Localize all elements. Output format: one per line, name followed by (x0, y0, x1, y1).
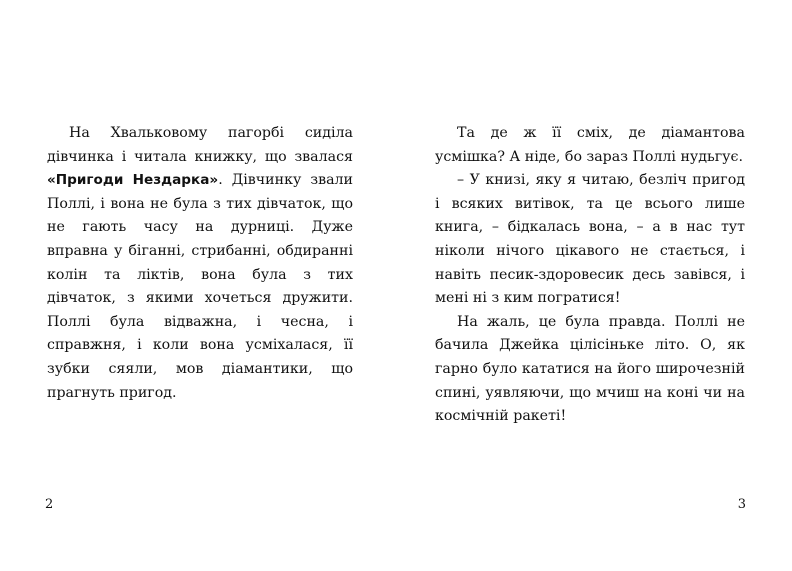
right-paragraph-3: На жаль, це була правда. Поллі не бачила Джейка цілісіньке літо. О, як гарно було кататися на його широчезній спині, уявляючи, що мчиш на коні чи на космічній ракеті! (435, 313, 745, 425)
page-number-right: 3 (737, 497, 746, 512)
book-title: «Пригоди Нездарка» (47, 172, 219, 189)
left-paragraph-1 (47, 122, 353, 405)
right-page-text (435, 122, 745, 429)
left-page-text (47, 122, 353, 405)
left-paragraph-1-part-2: . Дівчинку звали Поллі, і вона не була з тих дівчаток, що не гають часу на дурниці. Дуже вправна у біганні, стрибанні, обдиранні колін та ліктів, вона була з тих дівчаток, з якими хочеться дружити. Поллі була відважна, і чесна, і справжня, і коли вона усміхалася, її зубки сяяли, мов діамантики, що прагнуть пригод. (47, 172, 353, 401)
page-number-left: 2 (45, 497, 54, 512)
left-paragraph-1-part-1: На Хвальковому пагорбі сиділа дівчинка і читала книжку, що звалася (47, 125, 353, 165)
right-paragraph-1: Та де ж її сміх, де діамантова усмішка? А ніде, бо зараз Поллі нудьгує. (435, 125, 745, 165)
right-paragraph-2: – У книзі, яку я читаю, безліч пригод і всяких витівок, та це всього лише книга, – бідкалась вона, – а в нас тут ніколи нічого цікавого не стається, і навіть песик-здоровесик десь завівся, і мені ні з ким погратися! (435, 172, 745, 307)
right-page (396, 0, 792, 571)
